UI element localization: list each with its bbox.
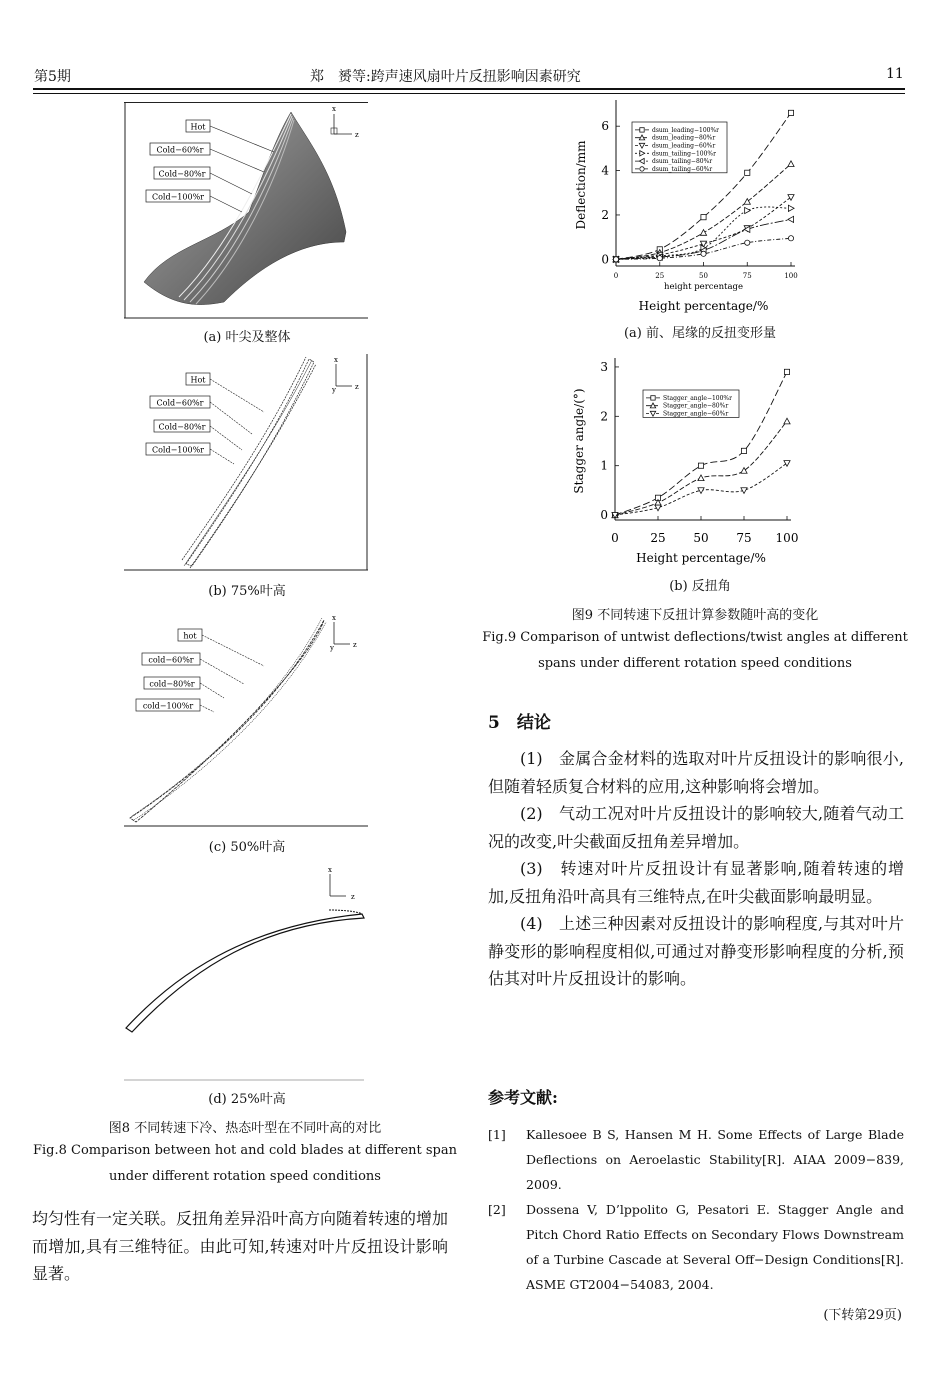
legend-label-cold-60: Cold−60%r: [156, 398, 204, 408]
data-point: [788, 216, 794, 222]
fig9-caption-en-2: spans under different rotation speed conditions: [538, 656, 852, 671]
svg-text:y: y: [330, 644, 334, 652]
legend-label: dsum_leading−80%r: [652, 134, 716, 142]
data-point: [657, 256, 662, 261]
conclusion-item-1: (1) 金属合金材料的选取对叶片反扭设计的影响很小,但随着轻质复合材料的应用,这种影响将会增加。: [488, 749, 904, 796]
header-rule-thin: [33, 93, 905, 94]
svg-text:x: x: [328, 866, 332, 874]
continued-note: (下转第29页): [823, 1308, 902, 1323]
fig9-caption-cn: 图9 不同转速下反扭计算参数随叶高的变化: [571, 608, 819, 623]
y-axis-label: Stagger angle/(°): [572, 388, 586, 494]
legend-label-hot: Hot: [190, 122, 206, 132]
x-axis-inner-label: height percentage: [663, 282, 744, 292]
legend-label-cold-60: cold−60%r: [148, 655, 194, 665]
fig9a-chart: [565, 98, 810, 316]
svg-text:z: z: [355, 383, 359, 391]
y-tick-label: 2: [600, 409, 608, 424]
legend-label-cold-80: Cold−80%r: [158, 169, 206, 179]
y-tick-label: 1: [600, 458, 608, 473]
legend-label: dsum_tailing−100%r: [652, 150, 716, 158]
x-tick-label: 25: [655, 272, 665, 280]
fig9b-chart: [565, 354, 810, 570]
fig9-caption-en: Fig.9 Comparison of untwist deflections/twist angles at different: [482, 630, 908, 645]
x-tick-label: 25: [650, 531, 666, 545]
fig8-panel-b: [124, 354, 370, 574]
data-point: [788, 110, 793, 115]
legend-label-hot: hot: [183, 631, 197, 641]
data-point: [788, 195, 794, 201]
conclusions: [488, 745, 904, 993]
axis-triad: [329, 614, 357, 652]
x-tick-label: 100: [784, 272, 798, 280]
legend-label-cold-60: Cold−60%r: [156, 145, 204, 155]
header-rule: [33, 88, 905, 90]
x-tick-label: 0: [613, 272, 619, 280]
svg-text:y: y: [332, 386, 336, 394]
page-number: 11: [886, 66, 904, 82]
x-tick-label: 75: [742, 272, 752, 280]
legend-label: Stagger_angle−60%r: [663, 410, 729, 418]
y-tick-label: 3: [600, 359, 608, 374]
legend-label-hot: Hot: [190, 375, 206, 385]
conclusion-item-2: (2) 气动工况对叶片反扭设计的影响较大,随着气动工况的改变,叶尖截面反扭角差异增加。: [488, 804, 904, 851]
data-point: [745, 170, 750, 175]
legend-label: dsum_tailing−80%r: [652, 158, 713, 166]
legend-label-cold-80: cold−80%r: [149, 679, 195, 689]
blade-3d-surface: [144, 112, 346, 305]
x-tick-label: 0: [611, 531, 619, 545]
data-point: [745, 207, 751, 213]
fig8-caption-en: Fig.8 Comparison between hot and cold blades at different span: [32, 1143, 457, 1158]
y-tick-label: 4: [601, 163, 609, 178]
reference-number: [1]: [488, 1127, 506, 1142]
data-point: [784, 418, 790, 424]
data-point: [613, 257, 618, 262]
legend-marker: [640, 128, 644, 132]
svg-text:x: x: [332, 105, 336, 113]
conclusion-item-4: (4) 上述三种因素对反扭设计的影响程度,与其对叶片静变形的影响程度相似,可通过对静变形影响程度的分析,预估其对叶片反扭设计的影响。: [488, 914, 904, 988]
fig8c-caption: (c) 50%叶高: [208, 840, 286, 855]
legend-label: dsum_leading−60%r: [652, 142, 716, 150]
x-tick-label: 100: [775, 531, 799, 545]
data-point: [701, 251, 706, 256]
axis-triad: [331, 356, 359, 394]
x-tick-label: 50: [699, 272, 708, 280]
y-tick-label: 0: [600, 508, 608, 523]
svg-text:x: x: [332, 614, 336, 622]
x-tick-label: 75: [736, 531, 752, 545]
svg-text:z: z: [353, 641, 357, 649]
data-point: [700, 230, 706, 236]
conclusion-item-3: (3) 转速对叶片反扭设计有显著影响,随着转速的增加,反扭角沿叶高具有三维特点,在叶尖截面影响最明显。: [488, 859, 904, 906]
y-tick-label: 2: [601, 207, 609, 222]
data-point: [788, 205, 794, 211]
running-title: 郑 赟等:跨声速风扇叶片反扭影响因素研究: [310, 69, 581, 85]
data-point: [784, 461, 790, 467]
legend-label-cold-100: Cold−100%r: [151, 192, 205, 202]
fig8-panel-d: [124, 866, 370, 1084]
axis-triad: [328, 866, 355, 901]
fig8-caption-en-2: under different rotation speed conditions: [109, 1169, 381, 1184]
legend-marker: [651, 396, 655, 400]
svg-text:z: z: [351, 893, 355, 901]
fig8-panel-c: [124, 612, 370, 830]
legend-label: dsum_leading−100%r: [652, 126, 720, 134]
left-body-paragraph: 均匀性有一定关联。反扭角差异沿叶高方向随着转速的增加而增加,具有三维特征。由此可知,转速对叶片反扭设计影响显著。: [32, 1209, 449, 1283]
reference-text: Dossena V, D’lppolito G, Pesatori E. Stagger Angle and Pitch Chord Ratio Effects on Secondary Flows Downstream of a Turbine Cascade at Several Off−Design Conditions[R]. ASME GT2004−54083, 2004.: [526, 1202, 904, 1292]
x-axis-label: Height percentage/%: [638, 299, 769, 313]
fig8-caption-cn: 图8 不同转速下冷、热态叶型在不同叶高的对比: [108, 1121, 382, 1136]
data-point: [788, 161, 794, 167]
y-tick-label: 6: [601, 119, 609, 134]
svg-text:z: z: [355, 131, 359, 139]
data-point: [741, 468, 747, 474]
data-point: [788, 236, 793, 241]
fig9a-caption: (a) 前、尾缘的反扭变形量: [623, 326, 777, 341]
reference-text: Kallesoee B S, Hansen M H. Some Effects of Large Blade Deflections on Aeroelastic Stability[R]. AIAA 2009−839, 2009.: [526, 1127, 904, 1192]
data-point: [698, 475, 704, 481]
references-heading: 参考文献:: [488, 1088, 558, 1107]
fig8b-caption: (b) 75%叶高: [208, 584, 286, 599]
journal-issue: 第5期: [34, 69, 71, 85]
data-point: [745, 240, 750, 245]
x-tick-label: 50: [693, 531, 709, 545]
data-point: [741, 448, 746, 453]
legend-label-cold-100: Cold−100%r: [151, 445, 205, 455]
svg-text:x: x: [334, 356, 338, 364]
legend-label: Stagger_angle−100%r: [663, 394, 732, 402]
reference-number: [2]: [488, 1202, 506, 1217]
y-axis-label: Deflection/mm: [574, 140, 588, 230]
data-point: [701, 215, 706, 220]
data-point: [784, 369, 789, 374]
fig9b-caption: (b) 反扭角: [669, 579, 731, 594]
legend-marker: [640, 167, 644, 171]
y-tick-label: 0: [601, 252, 609, 267]
section-heading: 5 结论: [488, 713, 551, 733]
fig8a-caption: (a) 叶尖及整体: [203, 330, 291, 345]
fig8d-caption: (d) 25%叶高: [208, 1092, 286, 1107]
legend-label-cold-80: Cold−80%r: [158, 422, 206, 432]
axis-triad: [331, 105, 359, 139]
legend-label: Stagger_angle−80%r: [663, 402, 729, 410]
fig8-panel-a: [124, 102, 370, 320]
legend-label: dsum_tailing−60%r: [652, 165, 713, 173]
x-axis-label: Height percentage/%: [636, 551, 766, 565]
legend-label-cold-100: cold−100%r: [142, 701, 194, 711]
data-point: [698, 463, 703, 468]
